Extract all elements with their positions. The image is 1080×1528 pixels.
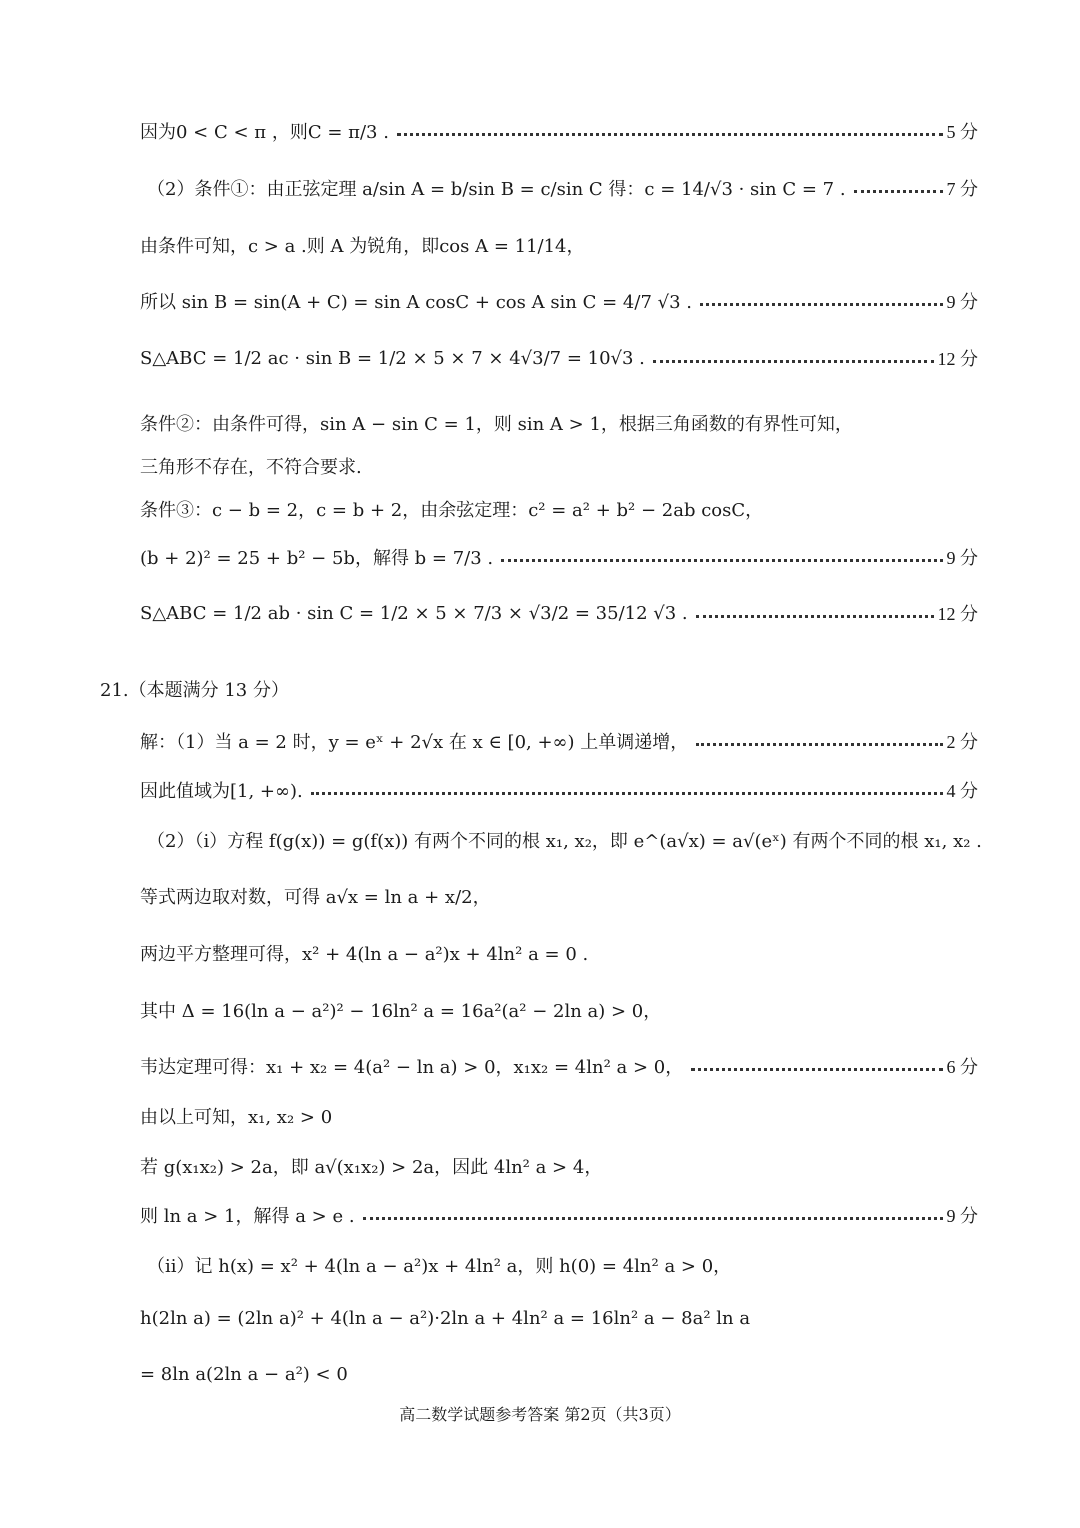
leader-dots — [854, 190, 943, 193]
line-4 — [140, 288, 978, 314]
score-label: 12 分 — [937, 349, 978, 369]
score-label: 7 分 — [946, 179, 978, 199]
score-label: 9 分 — [946, 1206, 978, 1226]
line-text: (b + 2)² = 25 + b² − 5b，解得 b = 7/3 . — [140, 548, 494, 569]
line-text: 所以 sin B = sin(A + C) = sin A cosC + cos A sin C = 4/7 √3 . — [140, 292, 692, 313]
line-text: 若 g(x₁x₂) > 2a，即 a√(x₁x₂) > 2a，因此 4ln² a > 4， — [140, 1157, 603, 1178]
line-text: S△ABC = 1/2 ac · sin B = 1/2 × 5 × 7 × 4√3/7 = 10√3 . — [140, 347, 645, 369]
line-13 — [140, 777, 978, 803]
question-21-heading — [100, 676, 978, 702]
line-7 — [140, 453, 978, 479]
line-9 — [140, 544, 978, 570]
score-label: 6 分 — [946, 1057, 978, 1077]
line-18 — [140, 1053, 978, 1079]
line-8 — [140, 496, 978, 522]
leader-dots — [696, 743, 942, 746]
line-12 — [140, 728, 978, 754]
score-label: 12 分 — [937, 604, 978, 624]
score-label: 4 分 — [946, 781, 978, 801]
score-label: 9 分 — [946, 548, 978, 568]
line-text: 解：（1）当 a = 2 时，y = eˣ + 2√x 在 x ∈ [0, +∞) 上单调递增， — [140, 732, 689, 753]
line-text: S△ABC = 1/2 ab · sin C = 1/2 × 5 × 7/3 × √3/2 = 35/12 √3 . — [140, 602, 688, 624]
line-24 — [140, 1364, 978, 1385]
line-text: （ii）记 h(x) = x² + 4(ln a − a²)x + 4ln² a，则 h(0) = 4ln² a > 0， — [147, 1256, 732, 1277]
line-text: 因此值域为[1, +∞). — [140, 781, 303, 802]
line-15 — [140, 883, 978, 909]
line-1 — [140, 118, 978, 144]
line-19 — [140, 1103, 978, 1129]
line-text: 因为0 < C < π ，则C = π/3 . — [140, 122, 389, 143]
line-text: （2）（i）方程 f(g(x)) = g(f(x)) 有两个不同的根 x₁, x₂，即 e^(a√x) = a√(eˣ) 有两个不同的根 x₁, x₂ . — [147, 831, 982, 852]
score-label: 2 分 — [946, 732, 978, 752]
line-21 — [140, 1202, 978, 1228]
leader-dots — [311, 792, 943, 795]
line-text: 21.（本题满分 13 分） — [100, 680, 289, 701]
page-footer: 高二数学试题参考答案 第2页（共3页） — [399, 1405, 681, 1424]
line-text: 其中 Δ = 16(ln a − a²)² − 16ln² a = 16a²(a² − 2ln a) > 0， — [140, 1001, 662, 1022]
line-3 — [140, 232, 978, 258]
leader-dots — [696, 615, 934, 618]
line-text: h(2ln a) = (2ln a)² + 4(ln a − a²)·2ln a + 4ln² a = 16ln² a − 8a² ln a — [140, 1308, 751, 1329]
leader-dots — [700, 303, 943, 306]
line-text: 则 ln a > 1，解得 a > e . — [140, 1206, 355, 1227]
line-text: = 8ln a(2ln a − a²) < 0 — [140, 1364, 348, 1385]
line-text: 条件③：c − b = 2，c = b + 2，由余弦定理：c² = a² + b² − 2ab cosC， — [140, 500, 764, 521]
line-text: （2）条件①：由正弦定理 a/sin A = b/sin B = c/sin C 得：c = 14/√3 · sin C = 7 . — [147, 179, 846, 200]
leader-dots — [653, 360, 934, 363]
line-text: 等式两边取对数，可得 a√x = ln a + x/2， — [140, 887, 491, 908]
line-5 — [140, 345, 978, 371]
line-23 — [140, 1308, 978, 1329]
line-2 — [147, 175, 978, 201]
line-20 — [140, 1153, 978, 1179]
line-17 — [140, 997, 978, 1023]
line-text: 韦达定理可得：x₁ + x₂ = 4(a² − ln a) > 0，x₁x₂ = 4ln² a > 0， — [140, 1057, 684, 1078]
score-label: 5 分 — [946, 122, 978, 142]
line-16 — [140, 940, 978, 966]
line-22 — [147, 1252, 978, 1278]
leader-dots — [501, 559, 942, 562]
line-14 — [147, 827, 982, 853]
score-label: 9 分 — [946, 292, 978, 312]
line-text: 由条件可知，c > a .则 A 为锐角，即cos A = 11/14， — [140, 236, 585, 257]
line-6 — [140, 410, 978, 436]
line-text: 由以上可知，x₁, x₂ > 0 — [140, 1107, 333, 1128]
line-text: 两边平方整理可得，x² + 4(ln a − a²)x + 4ln² a = 0 . — [140, 944, 589, 965]
leader-dots — [363, 1217, 943, 1220]
leader-dots — [397, 133, 943, 136]
line-10 — [140, 600, 978, 626]
line-text: 三角形不存在，不符合要求. — [140, 457, 362, 478]
line-text: 条件②：由条件可得，sin A − sin C = 1，则 sin A > 1，根据三角函数的有界性可知， — [140, 414, 853, 435]
leader-dots — [691, 1068, 942, 1071]
